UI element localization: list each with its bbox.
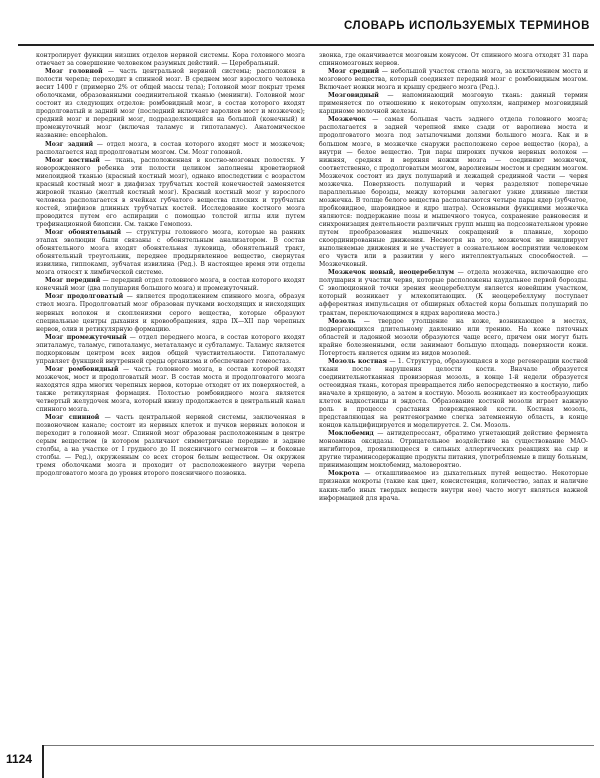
entry-term: Мозг костный <box>45 156 100 164</box>
entry-definition: — является продолжением спинного мозга, образуя ствол мозга. Продолговатый мозг образован пучками восходящих и нисходящих нервных волокон и скоплениями серого вещества, которые образуют специальные центры дыхания и кровообращения, ядра IX—XII пар черепных нервов, олив и ретикулярную формацию. <box>36 293 305 333</box>
page-number: 1124 <box>6 752 33 766</box>
right-column <box>319 52 588 740</box>
entry-term: Мозоль <box>328 317 356 325</box>
entry-definition: — откашливаемое из дыхательных путей вещество. Некоторые признаки мокроты (такие как цвет, консистенция, количество, запах и наличие каких-либо иных твердых веществ внутри нее) часто могут являться важной информацией для врача. <box>319 470 588 502</box>
entry-definition: — твердое утолщение на коже, возникающее в местах, подвергающихся длительному давлению или трению. На коже пяточных областей и ладонной мозоли образуются чаще всего, причем они могут быть крайне болезненными, если занимают большую площадь поверхности кожи. Потертость является одним из видов мозолей. <box>319 317 588 357</box>
dictionary-entry <box>36 366 305 414</box>
entry-term: Мозг промежуточный <box>45 333 127 341</box>
entry-definition: — отдел переднего мозга, в состав которого входят эпиталамус, таламус, гипоталамус, метаталамус и субталамус. Таламус является подкорковым центром всех видов общей чувствительности. Гипоталамус управляет функцией внутренней среды организма и обеспечивает гомеостаз. <box>36 333 305 365</box>
entry-definition: — отдела мозжечка, включающие его полушария и участки червя, которые расположены каудальнее первой борозды. С эволюционной точки зрения неоцеребеллум является новейшим участком, который возникает у млекопитающих. (К неоцеребеллуму поступает афферентная импульсация от обширных областей коры большых полушарий по трактам, переключающимся в ядрах варолиева моста.) <box>319 269 588 317</box>
entry-term: Мозг головной <box>45 68 103 76</box>
dictionary-entry <box>319 92 588 116</box>
entry-term: Мозг продолговатый <box>45 293 124 301</box>
entry-definition: — отдел мозга, в состав которого входят мост и мозжечок; располагается над продолговатым мозгом. См. Мозг головной. <box>36 140 305 156</box>
dictionary-entry <box>36 141 305 157</box>
entry-definition: — самая большая часть заднего отдела головного мозга; располагается в задней черепной ямке сзади от варолиева моста и продолговатого мозга под затылочными долями большого мозга. Как и в большом мозге, в мозжечке снаружи расположено серое вещество (кора), а внутри — белое вещество. Три пары широких пучков нервных волокон — нижняя, средняя и верхняя ножки мозга — соединяют мозжечок, соответственно, с продолговатым мозгом, варолиевым мостом и средним мозгом. Мозжечок состоит из двух полушарий и лежащей срединной части — червя мозжечка. Поверхность полушарий и червя разделяют поперечные параллельные борозды, между которыми залегают узкие длинные листки мозжечка. В толще белого вещества располагаются четыре пары ядер (зубчатое, пробковидное, шаровидное и ядро шатра). Основными функциями мозжечка являются: поддержание позы и мышечного тонуса, сохранение равновесия и синхронизация деятельности различных групп мышц на подсознательном уровне путем преобразования мышечных сокращений в плавные, хорошо скоординированные движения. Несмотря на это, мозжечок не инициирует выполняемые движения и не участвует в сознательном восприятии человеком его чувств или в развитии у него интеллектуальных способностей. — Мозжечковый. <box>319 116 588 269</box>
entry-definition: — антидепрессант, обратимо угнетающий действие фермента моноамина оксидазы. Отрицательное воздействие на существование МАО-ингибиторов, проявляющееся в сильных аллергических реакциях на сыр и другие тираминсодержащие продукты питания, употребляемые в пищу больным, принимающим моклобемид, маловероятно. <box>319 430 588 470</box>
dictionary-entry <box>36 229 305 277</box>
entry-term: Мозг обонятельный <box>45 229 122 237</box>
entry-definition: — 1. Структура, образующаяся в ходе регенерации костной ткани после нарушения целости кости. Вначале образуется соединительнотканная провизорная мозоль, в конце 1-й недели образуется остеоидная ткань, которая превращается либо непосредственно в костную, либо вначале в хрящевую, а затем в костную. Мозоль возникает из костеобразующих клеток надкостницы и эндоста. Образование костной мозоли играет важную роль в процессе срастания поврежденной кости. Костная мозоль, представляющая на рентгенограмме слегка затемненную область, в конце концов кальцифицируется и моделируется. 2. См. Мозоль. <box>319 357 588 430</box>
entry-definition: контролирует функции низших отделов нервной системы. Кора головного мозга отвечает за совершение человеком разумных действий. — Церебральный. <box>36 52 305 68</box>
dictionary-entry <box>36 52 305 68</box>
entry-term: Мозг средний <box>328 68 380 76</box>
entry-term: Мозговидный <box>328 92 379 100</box>
entry-definition: — часть центральной нервной системы; расположен в полости черепа; переходит в спинной мозг. В среднем мозг взрослого человека весит 1400 г (примерно 2% от общей массы тела); Головной мозг покрыт тремя оболочками, образованными соединительной тканью (менинги). Головной мозг состоит из следующих отделов: ромбовидный мозг, в состав которого входят продолговатый и задний мозг (последний включает варолиев мост и мозжечок); средний мозг и передний мозг, подразделяющийся на большой (конечный) и промежуточный мозг (включая таламус и гипоталамус). Анатомическое название: encephalon. <box>36 68 305 140</box>
entry-term: Мозг передний <box>45 277 101 285</box>
entry-definition: — ткань, расположенная в костно-мозговых полостях. У новорожденного ребенка эти полости целиком заполнены кроветворной миелоидной тканью (красный костный мозг), однако впоследствии с возрастом красный костный мозг в диафизах трубчатых костей конечностей заменяется жировой тканью (желтый костный мозг). Красный костный мозг у взрослого человека располагается в ячейках губчатого вещества плоских и трубчатых костей, эпифизов длинных трубчатых костей. Исследование костного мозга проводится путем его аспирации с помощью толстой иглы или путем трефинационной биопсии. См. также Гемопоэз. <box>36 156 305 228</box>
left-column <box>36 52 305 740</box>
entry-term: Мозоль костная <box>328 357 388 365</box>
dictionary-entry <box>36 157 305 229</box>
header-divider <box>18 44 594 46</box>
entry-term: Мозжечок <box>328 116 366 124</box>
entry-term: Мокрота <box>328 470 360 478</box>
entry-definition: — структуры головного мозга, которые на ранних этапах эволюции были связаны с обонятельным анализатором. В состав обонятельного мозга входят обонятельная луковица, обонятельный тракт, обонятельный треугольник, переднее продырявленное вещество, свернутая извилина, гиппокамп, зубчатая извилина (Ред.). В настоящее время эти отделы мозга относят к лимбической системе. <box>36 229 305 277</box>
dictionary-entry <box>319 116 588 269</box>
dictionary-entry <box>319 430 588 470</box>
entry-term: Мозжечок новый, неоцеребеллум <box>328 269 455 277</box>
dictionary-entry <box>319 52 588 68</box>
dictionary-entry <box>319 68 588 92</box>
entry-definition: — передний отдел головного мозга, в состав которого входят конечный мозг (два полушария большого мозга) и промежуточный. <box>36 277 305 293</box>
dictionary-entry <box>319 269 588 317</box>
dictionary-entry <box>36 277 305 293</box>
entry-definition: — небольшой участок ствола мозга, за исключением моста и мозгового вещества, который соединяет передний мозг с ромбовидным мозгом. Включает ножки мозга и крышу среднего мозга (Ред.). <box>319 68 588 92</box>
dictionary-entry <box>36 334 305 366</box>
page-number-divider <box>42 745 44 778</box>
dictionary-entry <box>36 293 305 333</box>
dictionary-entry <box>319 470 588 502</box>
dictionary-entry <box>36 68 305 140</box>
entry-term: Мозг спинной <box>45 414 100 422</box>
running-header-title: СЛОВАРЬ ИСПОЛЬЗУЕМЫХ ТЕРМИНОВ <box>343 20 590 32</box>
entry-term: Мозг задний <box>45 140 94 148</box>
dictionary-entry <box>36 414 305 478</box>
entry-term: Мозг ромбовидный <box>45 365 119 373</box>
entry-definition: — часть центральной нервной системы, заключенная в позвоночном канале; состоит из нервных клеток и пучков нервных волокон и переходит в головной мозг. Спинной мозг образован расположенным в центре серым веществом (в котором различают симметричные передние и задние столбы, а на участке от I грудного до II поясничного сегментов — и боковые столбы. — Ред.), окруженным со всех сторон белым веществом. Он окружен тремя оболочками мозга и проходит от расположенного внутри черепа продолговатого мозга до уровня второго поясничного позвонка. <box>36 414 305 478</box>
entry-definition: звонка, где оканчивается мозговым конусом. От спинного мозга отходят 31 пара спинномозговых нервов. <box>319 52 588 68</box>
footer-divider <box>42 745 594 746</box>
dictionary-entry <box>319 358 588 430</box>
dictionary-entry <box>319 318 588 358</box>
entry-definition: — напоминающий мозговую ткань: данный термин применяется по отношению к некоторым опухолям, например мозговидный карциноме молочной железы. <box>319 92 588 116</box>
page-header <box>0 0 600 44</box>
dictionary-body <box>36 52 588 740</box>
entry-definition: — часть головного мозга, в состав которой входят мозжечок, мост и продолговатый мозг. В состав моста и продолговатого мозга находятся ядра многих черепных нервов, которые отходят от их поверхностей, а также ретикулярная формация. Полостью ромбовидного мозга является четвертый желудочек мозга, который книзу продолжается в центральный канал спинного мозга. <box>36 365 305 414</box>
entry-term: Моклобемид <box>328 430 374 438</box>
